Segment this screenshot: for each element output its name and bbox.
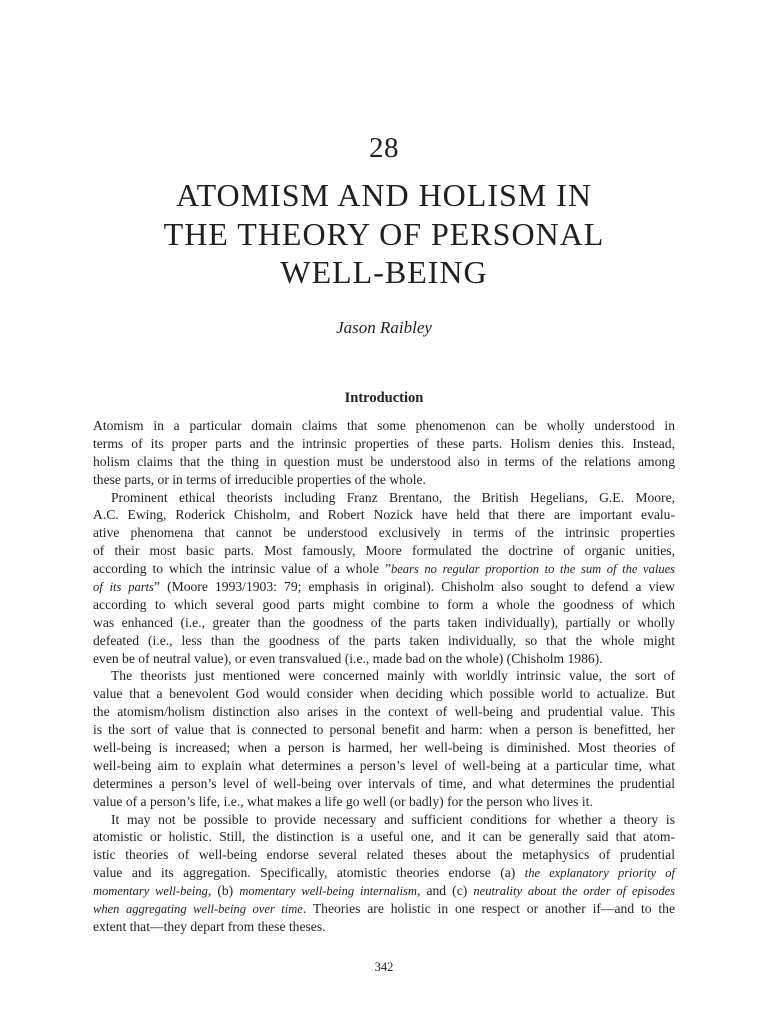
text-line: It may not be possible to provide necessary and sufficient conditions for whether a theory is [111,811,675,827]
chapter-title-line: ATOMISM AND HOLISM IN [176,177,592,213]
text-line: atomistic or holistic. Still, the distinction is a useful one, and it can be generally said that atom- [93,829,675,845]
text-line: terms of its proper parts and the intrinsic properties of these parts. Holism denies this. Instead, [93,435,675,451]
text-line [93,864,675,882]
text-line: The theorists just mentioned were concerned mainly with worldly intrinsic value, the sort of [111,668,675,684]
chapter-title-line: WELL-BEING [280,254,488,290]
text-line: well-being aim to explain what determines a person’s level of well-being at a particular time, what [93,757,675,773]
emphasis-italic: momentary well-being [93,884,208,899]
text-line: Prominent ethical theorists including Franz Brentano, the British Hegelians, G.E. Moore, [111,489,675,505]
body-text [93,417,675,936]
text-line: well-being is increased; when a person is harmed, her well-being is diminished. Most theories of [93,740,675,756]
text-line: determines a person’s level of well-being over intervals of time, and what determines the prudential [93,775,675,791]
text-line: holism claims that the thing in question must be understood also in terms of the relations among [93,453,675,469]
text-line: even be of neutral value), or even transvalued (i.e., made bad on the whole) (Chisholm 1986). [93,650,603,666]
page-number: 342 [374,960,394,974]
emphasis-italic: the explanatory priority of [524,866,675,881]
text-run: , and (c) [416,883,474,899]
text-line: the atomism/holism distinction also arises in the context of well-being and prudential value. This [93,704,675,720]
text-line: is the sort of value that is connected to personal benefit and harm: when a person is benefitted, her [93,722,675,738]
text-line: Atomism in a particular domain claims that some phenomenon can be wholly understood in [93,418,675,433]
text-line: ative phenomena that cannot be understood exclusively in terms of the intrinsic properties [93,525,675,541]
chapter-number: 28 [369,132,399,164]
section-heading: Introduction [344,390,424,406]
text-line [93,882,675,900]
text-line: was enhanced (i.e., greater than the goodness of the parts taken individually), partially or wholly [93,614,675,630]
text-line: of their most basic parts. Most famously, Moore formulated the doctrine of organic unities, [93,543,675,559]
text-run: ” (Moore 1993/1903: 79; emphasis in original). Chisholm also sought to defend a view [153,579,675,595]
text-line: extent that—they depart from these theses. [93,918,326,934]
text-line: value that a benevolent God would consider when deciding which possible world to actualize. But [93,686,675,702]
text-run: according to which the intrinsic value of a whole ” [93,561,391,577]
text-run: . Theories are holistic in one respect or another if—and to the [302,901,676,917]
quotation-italic: of its parts [93,580,154,595]
text-line [93,900,675,918]
text-line [93,560,675,578]
text-line [93,578,675,596]
text-run: , (b) [207,883,240,899]
quotation-italic: bears no regular proportion to the sum of the values [390,562,675,577]
author-name: Jason Raibley [336,318,432,337]
chapter-title [100,176,668,292]
chapter-title-line: THE THEORY OF PERSONAL [163,215,605,252]
emphasis-italic: momentary well-being internalism [239,884,417,899]
emphasis-italic: neutrality about the order of episodes [473,884,675,899]
text-line: defeated (i.e., less than the goodness of the parts taken individually, so that the whole might [93,632,675,648]
text-line: these parts, or in terms of irreducible properties of the whole. [93,471,426,487]
emphasis-italic: when aggregating well-being over time [93,902,303,917]
text-line: istic theories of well-being endorse several related theses about the metaphysics of prudential [93,847,675,863]
text-line: according to which several good parts might combine to form a whole the goodness of which [93,596,675,612]
text-line: A.C. Ewing, Roderick Chisholm, and Robert Nozick have held that there are important evalu- [93,507,675,523]
text-line: value of a person’s life, i.e., what makes a life go well (or badly) for the person who lives it. [93,793,593,809]
text-run: value and its aggregation. Specifically, atomistic theories endorse (a) [93,865,525,881]
